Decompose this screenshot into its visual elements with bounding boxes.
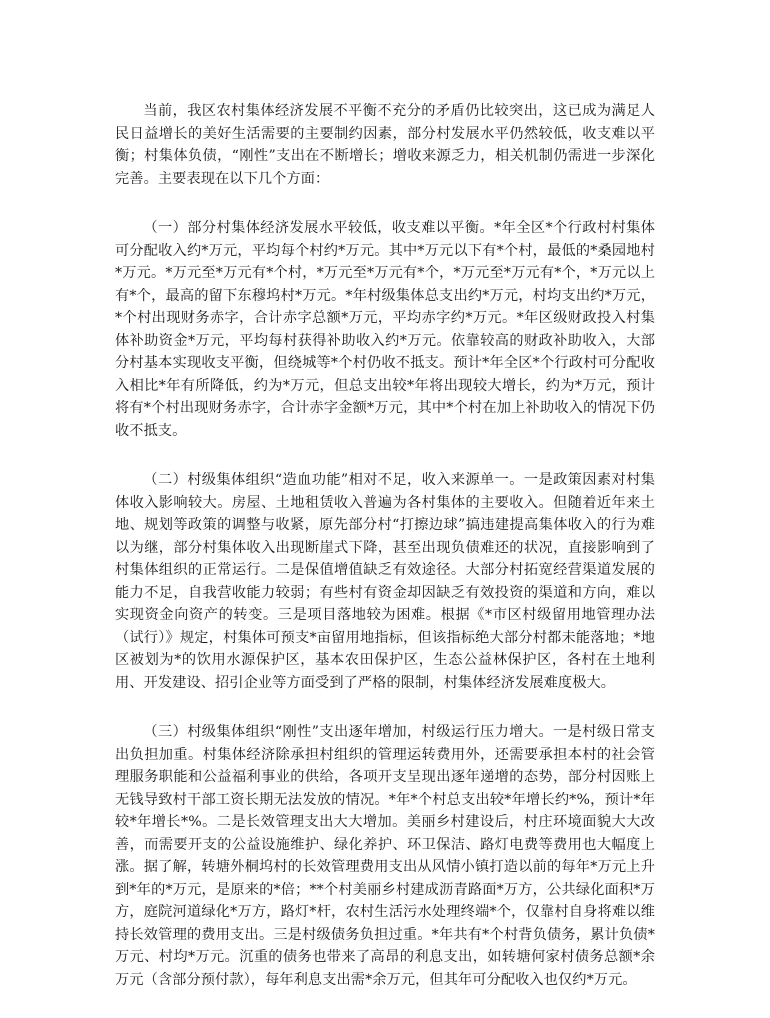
section-one-paragraph: （一）部分村集体经济发展水平较低，收支难以平衡。*年全区*个行政村村集体可分配收入约*万元，平均每个村约*万元。其中*万元以下有*个村，最低的*桑园地村*万元。*万元至*万元有*个村，*万元至*万元有*个，*万元至*万元有*个，*万元以上有*个，最高的留下东穆坞村*万元。*年村级集体总支出约*万元，村均支出约*万元，*个村出现财务赤字，合计赤字总额*万元，平均赤字约*万元。*年区级财政投入村集体补助资金*万元，平均每村获得补助收入约*万元。依靠较高的财政补助收入，大部分村基本实现收支平衡，但绕城等*个村仍收不抵支。预计*年全区*个行政村可分配收入相比*年有所降低，约为*万元，但总支出较*年将出现较大增长，约为*万元，预计将有*个村出现财务赤字，合计赤字金额*万元，其中*个村在加上补助收入的情况下仍收不抵支。 (115, 220, 655, 439)
section-two-paragraph: （二）村级集体组织“造血功能”相对不足，收入来源单一。一是政策因素对村集体收入影响较大。房屋、土地租赁收入普遍为各村集体的主要收入。但随着近年来土地、规划等政策的调整与收紧，原先部分村“打擦边球”搞违建提高集体收入的行为难以为继，部分村集体收入出现断崖式下降，甚至出现负债难还的状况，直接影响到了村集体组织的正常运行。二是保值增值缺乏有效途径。大部分村拓宽经营渠道发展的能力不足，自我营收能力较弱；有些村有资金却因缺乏有效投资的渠道和方向，难以实现资金向资产的转变。三是项目落地较为困难。根据《*市区村级留用地管理办法（试行）》规定，村集体可预支*亩留用地指标，但该指标绝大部分村都未能落地；*地区被划为*的饮用水源保护区，基本农田保护区，生态公益林保护区，各村在土地利用、开发建设、招引企业等方面受到了严格的限制，村集体经济发展难度极大。 (115, 472, 655, 691)
intro-paragraph: 当前，我区农村集体经济发展不平衡不充分的矛盾仍比较突出，这已成为满足人民日益增长的美好生活需要的主要制约因素，部分村发展水平仍然较低，收支难以平衡；村集体负债，“刚性”支出在不断增长；增收来源乏力，相关机制仍需进一步深化完善。主要表现在以下几个方面： (115, 103, 655, 187)
document-page (115, 100, 655, 1018)
section-three-paragraph: （三）村级集体组织“刚性”支出逐年增加，村级运行压力增大。一是村级日常支出负担加重。村集体经济除承担村组织的管理运转费用外，还需要承担本村的社会管理服务职能和公益福利事业的供给，各项开支呈现出逐年递增的态势，部分村因账上无钱导致村干部工资长期无法发放的情况。*年*个村总支出较*年增长约*%，预计*年较*年增长*%。二是长效管理支出大大增加。美丽乡村建设后，村庄环境面貌大大改善，而需要开支的公益设施维护、绿化养护、环卫保洁、路灯电费等费用也大幅度上涨。据了解，转塘外桐坞村的长效管理费用支出从风情小镇打造以前的每年*万元上升到*年的*万元，是原来的*倍；**个村美丽乡村建成沥青路面*万方，公共绿化面积*万方，庭院河道绿化*万方，路灯*杆，农村生活污水处理终端*个，仅靠村自身将难以维持长效管理的费用支出。三是村级债务负担过重。*年共有*个村背负债务，累计负债*万元、村均*万元。沉重的债务也带来了高昂的利息支出，如转塘何家村债务总额*余万元（含部分预付款），每年利息支出需*余万元，但其年可分配收入也仅约*万元。 (115, 724, 655, 988)
